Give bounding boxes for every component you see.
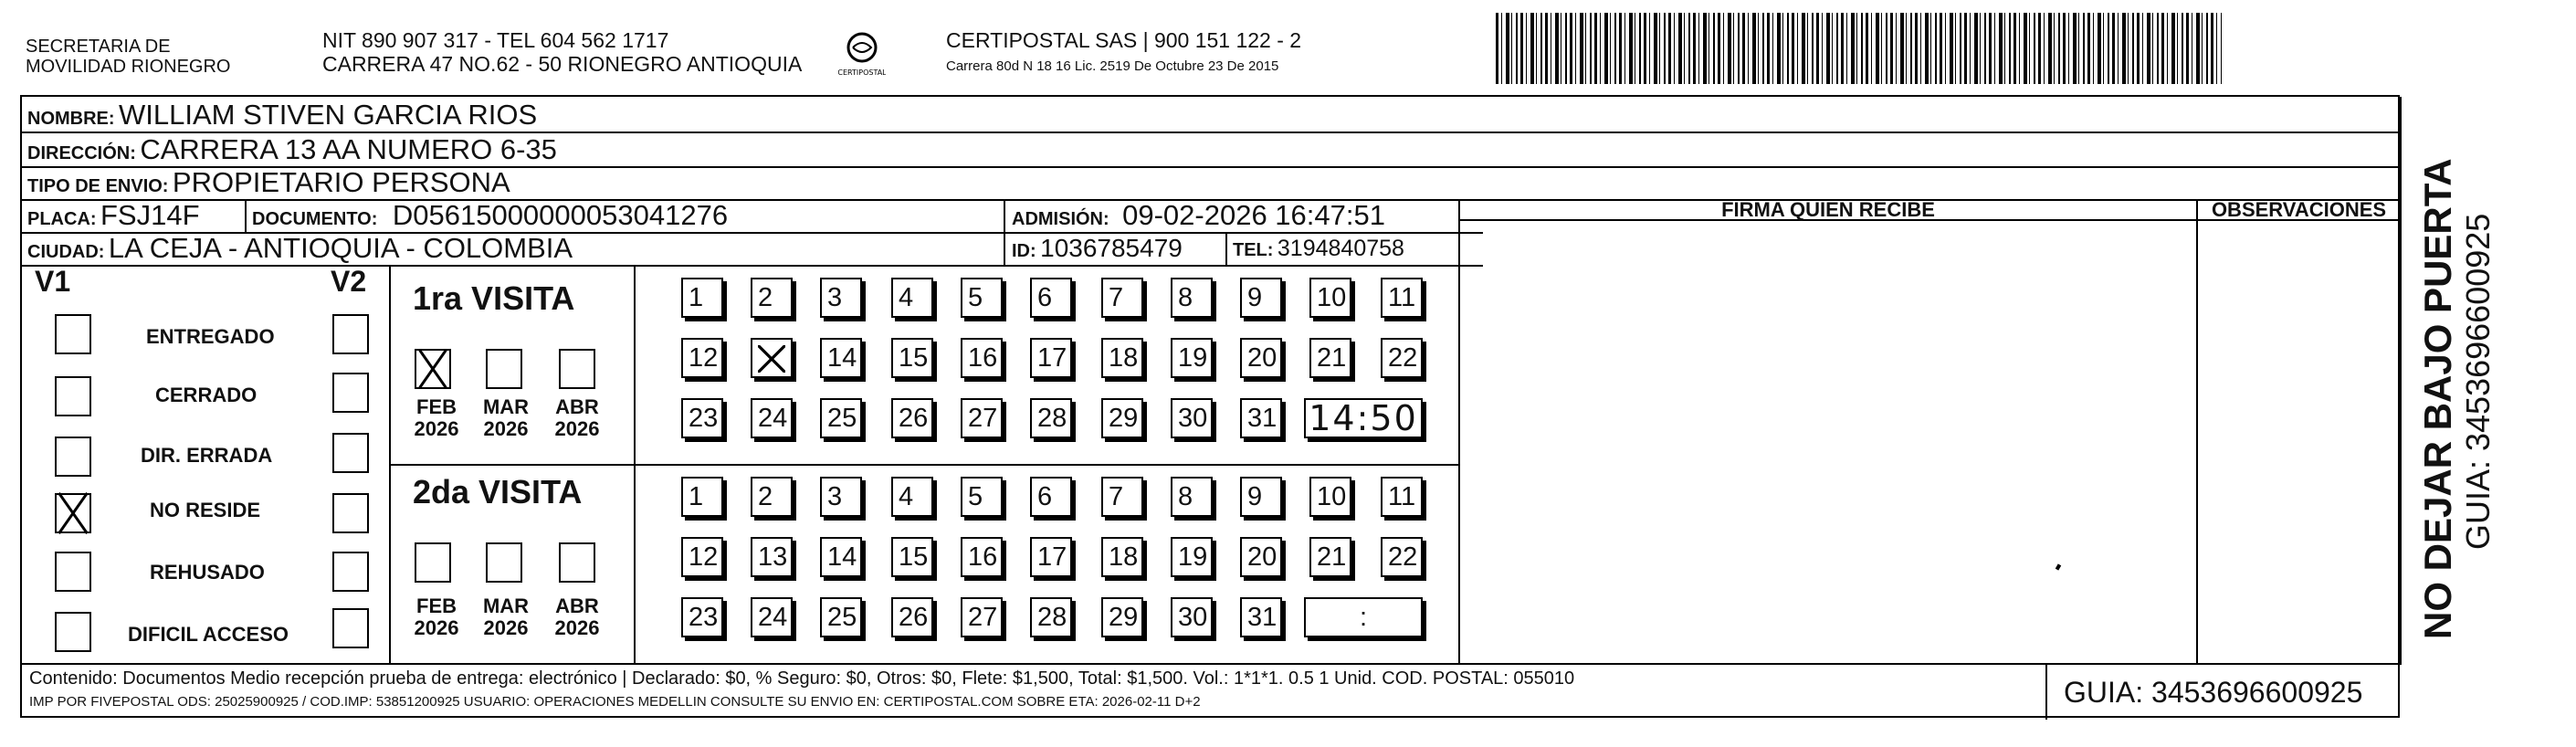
visit1-title: 1ra VISITA xyxy=(413,279,575,317)
visit1-day-20[interactable] xyxy=(1240,338,1282,378)
visit1-day-23[interactable] xyxy=(681,398,723,438)
visit1-day-18-label: 18 xyxy=(1109,343,1139,373)
visit2-day-7-label: 7 xyxy=(1109,482,1124,511)
visit1-day-19[interactable] xyxy=(1171,338,1213,378)
v2-rehusado-checkbox[interactable] xyxy=(332,552,369,592)
v2-no-reside-checkbox[interactable] xyxy=(332,493,369,533)
placa-value: FSJ14F xyxy=(100,199,200,231)
visit2-day-4-label: 4 xyxy=(899,482,914,511)
visit1-day-13[interactable] xyxy=(751,338,793,378)
visit2-month-abr-label: ABR 2026 xyxy=(554,594,600,639)
visit1-day-28-label: 28 xyxy=(1037,404,1067,433)
visit2-day-21[interactable] xyxy=(1309,537,1351,577)
visit1-day-10-label: 10 xyxy=(1317,283,1347,312)
nit-line: NIT 890 907 317 - TEL 604 562 1717 xyxy=(322,28,669,52)
visit1-day-10[interactable] xyxy=(1309,278,1351,318)
imp-line: IMP POR FIVEPOSTAL ODS: 25025900925 / COD.IMP: 53851200925 USUARIO: OPERACIONES MEDELLIN CONSULTE SU ENVIO EN: CERTIPOSTAL.COM SOBRE ETA: 2026-02-11 D+2 xyxy=(29,694,1201,710)
visit1-time-box[interactable] xyxy=(1304,398,1423,438)
certipostal-logo xyxy=(838,31,886,80)
contenido-line: Contenido: Documentos Medio recepción prueba de entrega: electrónico | Declarado: $0, % Seguro: $0, Otros: $0, Flete: $1,500, Total: $1,500. Vol.: 1*1*1. 0.5 1 Unid. COD. POSTAL: 055010 xyxy=(29,668,1575,689)
visit1-day-16-label: 16 xyxy=(968,343,998,373)
tipo-label: TIPO DE ENVIO: xyxy=(27,176,169,196)
ciudad-label: CIUDAD: xyxy=(27,242,105,262)
option-cerrado: CERRADO xyxy=(155,384,258,406)
visit1-day-3[interactable] xyxy=(820,278,862,318)
visit1-day-31-label: 31 xyxy=(1247,404,1277,433)
id-field xyxy=(1012,232,1183,269)
no-dejar-warning: NO DEJAR BAJO PUERTA xyxy=(2416,158,2459,639)
carrier-line2: Carrera 80d N 18 16 Lic. 2519 De Octubre 23 De 2015 xyxy=(946,58,1279,74)
visit2-day-24[interactable] xyxy=(751,597,793,637)
visit1-time-value: 14:50 xyxy=(1309,398,1418,438)
visit2-month-mar-label: MAR 2026 xyxy=(482,594,530,639)
visit2-day-19[interactable] xyxy=(1171,537,1213,577)
visit1-month-abr-label: ABR 2026 xyxy=(554,395,600,440)
visit2-day-27-label: 27 xyxy=(968,603,998,632)
visit2-day-11[interactable] xyxy=(1381,477,1423,517)
visit2-month-feb-label: FEB 2026 xyxy=(414,594,459,639)
visit1-month-abr-box[interactable] xyxy=(559,349,595,389)
option-entregado: ENTREGADO xyxy=(146,325,275,348)
visit1-day-16[interactable] xyxy=(961,338,1003,378)
visit1-day-8[interactable] xyxy=(1171,278,1213,318)
visit2-day-29-label: 29 xyxy=(1109,603,1139,632)
visit2-day-14-label: 14 xyxy=(827,542,857,572)
visit2-day-23-label: 23 xyxy=(689,603,719,632)
visit2-day-11-label: 11 xyxy=(1388,482,1416,511)
visit1-day-2[interactable] xyxy=(751,278,793,318)
visit1-day-6-label: 6 xyxy=(1037,283,1053,312)
visit2-day-2[interactable] xyxy=(751,477,793,517)
visit1-day-29[interactable] xyxy=(1101,398,1143,438)
visit1-day-28[interactable] xyxy=(1030,398,1072,438)
visit2-day-24-label: 24 xyxy=(758,603,788,632)
visit1-day-18[interactable] xyxy=(1101,338,1143,378)
visit2-day-25[interactable] xyxy=(820,597,862,637)
visit2-day-28-label: 28 xyxy=(1037,603,1067,632)
direccion-value: CARRERA 13 AA NUMERO 6-35 xyxy=(140,133,557,165)
visit1-day-5[interactable] xyxy=(961,278,1003,318)
visit2-day-3[interactable] xyxy=(820,477,862,517)
visit2-day-26[interactable] xyxy=(891,597,933,637)
visit1-month-feb-label: FEB 2026 xyxy=(414,395,459,440)
v2-dir-errada-checkbox[interactable] xyxy=(332,433,369,473)
v1-cerrado-checkbox[interactable] xyxy=(55,376,91,416)
visit1-day-26-label: 26 xyxy=(899,404,929,433)
visit2-day-14[interactable] xyxy=(820,537,862,577)
visit1-day-7[interactable] xyxy=(1101,278,1143,318)
visit2-day-30-label: 30 xyxy=(1178,603,1208,632)
admision-value: 09-02-2026 16:47:51 xyxy=(1122,199,1385,231)
visit2-day-19-label: 19 xyxy=(1178,542,1208,572)
option-no-reside: NO RESIDE xyxy=(150,499,261,521)
visit2-day-6[interactable] xyxy=(1030,477,1072,517)
visit1-day-14-label: 14 xyxy=(827,343,857,373)
visit2-day-23[interactable] xyxy=(681,597,723,637)
visit1-day-24[interactable] xyxy=(751,398,793,438)
visit2-day-9[interactable] xyxy=(1240,477,1282,517)
nombre-field xyxy=(27,99,537,137)
visit2-time-box[interactable] xyxy=(1304,597,1423,637)
option-dificil-acceso: DIFICIL ACCESO xyxy=(128,623,289,646)
visit2-day-7[interactable] xyxy=(1101,477,1143,517)
ciudad-field xyxy=(27,232,573,270)
visit2-month-mar-box[interactable] xyxy=(486,542,522,583)
carrier-line1: CERTIPOSTAL SAS | 900 151 122 - 2 xyxy=(946,28,1302,52)
visit2-day-18[interactable] xyxy=(1101,537,1143,577)
v2-dificil-acceso-checkbox[interactable] xyxy=(332,608,369,648)
visit1-day-22[interactable] xyxy=(1381,338,1423,378)
visit1-day-11-label: 11 xyxy=(1388,283,1416,312)
visit1-day-29-label: 29 xyxy=(1109,404,1139,433)
visit2-day-9-label: 9 xyxy=(1247,482,1263,511)
visit2-day-22-label: 22 xyxy=(1388,542,1418,572)
tipo-value: PROPIETARIO PERSONA xyxy=(172,166,510,198)
visit2-day-22[interactable] xyxy=(1381,537,1423,577)
documento-value: D05615000000053041276 xyxy=(392,199,729,231)
visit1-day-17-label: 17 xyxy=(1037,343,1067,373)
barcode xyxy=(1496,13,2222,84)
visit1-day-4-label: 4 xyxy=(899,283,914,312)
svg-text:CERTIPOSTAL: CERTIPOSTAL xyxy=(838,68,886,77)
visit1-day-25[interactable] xyxy=(820,398,862,438)
side-guia: GUIA: 3453696600925 xyxy=(2459,213,2497,550)
visit2-title: 2da VISITA xyxy=(413,473,583,510)
visit2-day-17[interactable] xyxy=(1030,537,1072,577)
visit2-day-31[interactable] xyxy=(1240,597,1282,637)
visit1-day-9-label: 9 xyxy=(1247,283,1263,312)
v1-entregado-checkbox[interactable] xyxy=(55,314,91,354)
visit2-day-10[interactable] xyxy=(1309,477,1351,517)
visit1-day-4[interactable] xyxy=(891,278,933,318)
visit2-day-16[interactable] xyxy=(961,537,1003,577)
visit2-day-18-label: 18 xyxy=(1109,542,1139,572)
nombre-label: NOMBRE: xyxy=(27,109,115,129)
id-value: 1036785479 xyxy=(1040,234,1183,262)
visit1-day-12-label: 12 xyxy=(689,343,719,373)
visit1-day-9[interactable] xyxy=(1240,278,1282,318)
visit1-day-20-label: 20 xyxy=(1247,343,1277,373)
visit1-day-30[interactable] xyxy=(1171,398,1213,438)
option-rehusado: REHUSADO xyxy=(150,561,265,584)
option-dir-errada: DIR. ERRADA xyxy=(141,444,273,467)
visit2-day-12-label: 12 xyxy=(689,542,719,572)
visit2-day-13-label: 13 xyxy=(758,542,788,572)
visit2-day-25-label: 25 xyxy=(827,603,857,632)
visit1-day-5-label: 5 xyxy=(968,283,983,312)
visit1-day-2-label: 2 xyxy=(758,283,773,312)
v2-cerrado-checkbox[interactable] xyxy=(332,373,369,413)
org-name-line2: MOVILIDAD RIONEGRO xyxy=(26,57,231,77)
visit1-day-11[interactable] xyxy=(1381,278,1423,318)
visit1-day-7-label: 7 xyxy=(1109,283,1124,312)
visit2-day-3-label: 3 xyxy=(827,482,843,511)
visit1-day-23-label: 23 xyxy=(689,404,719,433)
visit2-day-4[interactable] xyxy=(891,477,933,517)
footer-guia: GUIA: 3453696600925 xyxy=(2064,676,2363,709)
visit2-day-6-label: 6 xyxy=(1037,482,1053,511)
v1-header: V1 xyxy=(35,265,71,298)
id-label: ID: xyxy=(1012,241,1036,261)
visit2-day-17-label: 17 xyxy=(1037,542,1067,572)
visit1-day-24-label: 24 xyxy=(758,404,788,433)
visit2-day-5-label: 5 xyxy=(968,482,983,511)
visit2-day-30[interactable] xyxy=(1171,597,1213,637)
visit2-day-27[interactable] xyxy=(961,597,1003,637)
visit1-day-15[interactable] xyxy=(891,338,933,378)
firma-header: FIRMA QUIEN RECIBE xyxy=(1721,198,1935,221)
visit1-day-21[interactable] xyxy=(1309,338,1351,378)
visit1-day-26[interactable] xyxy=(891,398,933,438)
visit2-day-15[interactable] xyxy=(891,537,933,577)
nombre-value: WILLIAM STIVEN GARCIA RIOS xyxy=(119,99,538,131)
v1-no-reside-checkbox[interactable] xyxy=(55,493,91,533)
visit1-day-30-label: 30 xyxy=(1178,404,1208,433)
visit2-day-20[interactable] xyxy=(1240,537,1282,577)
v1-rehusado-checkbox[interactable] xyxy=(55,552,91,592)
observaciones-header: OBSERVACIONES xyxy=(2211,198,2387,221)
tel-value: 3194840758 xyxy=(1277,236,1404,261)
visit2-month-feb-box[interactable] xyxy=(415,542,451,583)
visit2-time-value: : xyxy=(1359,603,1368,632)
observaciones-area[interactable] xyxy=(2199,221,2398,661)
visit2-day-8-label: 8 xyxy=(1178,482,1193,511)
visit2-day-10-label: 10 xyxy=(1317,482,1347,511)
visit1-day-27[interactable] xyxy=(961,398,1003,438)
visit1-month-mar-box[interactable] xyxy=(486,349,522,389)
visit2-day-2-label: 2 xyxy=(758,482,773,511)
visit1-day-6[interactable] xyxy=(1030,278,1072,318)
visit2-day-1[interactable] xyxy=(681,477,723,517)
v1-dificil-acceso-checkbox[interactable] xyxy=(55,612,91,652)
visit2-day-21-label: 21 xyxy=(1317,542,1347,572)
visit1-day-8-label: 8 xyxy=(1178,283,1193,312)
visit2-month-abr-box[interactable] xyxy=(559,542,595,583)
tel-label: TEL: xyxy=(1233,240,1274,260)
direccion-label: DIRECCIÓN: xyxy=(27,143,136,163)
documento-label: DOCUMENTO: xyxy=(252,209,378,229)
admision-label: ADMISIÓN: xyxy=(1012,209,1109,229)
visit1-day-1-label: 1 xyxy=(689,283,704,312)
visit1-day-19-label: 19 xyxy=(1178,343,1208,373)
visit1-day-1[interactable] xyxy=(681,278,723,318)
visit2-day-31-label: 31 xyxy=(1247,603,1277,632)
placa-label: PLACA: xyxy=(27,209,97,229)
delivery-form xyxy=(20,95,2400,718)
visit2-day-20-label: 20 xyxy=(1247,542,1277,572)
visit2-day-8[interactable] xyxy=(1171,477,1213,517)
visit2-day-15-label: 15 xyxy=(899,542,929,572)
visit2-day-5[interactable] xyxy=(961,477,1003,517)
v2-entregado-checkbox[interactable] xyxy=(332,314,369,354)
visit2-day-28[interactable] xyxy=(1030,597,1072,637)
visit2-day-13[interactable] xyxy=(751,537,793,577)
visit1-day-25-label: 25 xyxy=(827,404,857,433)
visit1-month-mar-label: MAR 2026 xyxy=(482,395,530,440)
visit1-day-31[interactable] xyxy=(1240,398,1282,438)
address-line: CARRERA 47 NO.62 - 50 RIONEGRO ANTIOQUIA xyxy=(322,52,803,76)
visit1-day-14[interactable] xyxy=(820,338,862,378)
v2-header: V2 xyxy=(331,265,367,298)
org-name-line1: SECRETARIA DE xyxy=(26,37,171,57)
visit2-day-29[interactable] xyxy=(1101,597,1143,637)
visit1-day-3-label: 3 xyxy=(827,283,843,312)
visit1-month-feb-box[interactable] xyxy=(415,349,451,389)
visit2-day-12[interactable] xyxy=(681,537,723,577)
visit1-day-21-label: 21 xyxy=(1317,343,1347,373)
firma-area[interactable] xyxy=(1461,221,2195,661)
visit2-day-1-label: 1 xyxy=(689,482,704,511)
visit2-day-26-label: 26 xyxy=(899,603,929,632)
logo-icon xyxy=(838,31,886,80)
visit2-day-16-label: 16 xyxy=(968,542,998,572)
visit1-day-15-label: 15 xyxy=(899,343,929,373)
visit1-day-22-label: 22 xyxy=(1388,343,1418,373)
v1-dir-errada-checkbox[interactable] xyxy=(55,437,91,477)
ciudad-value: LA CEJA - ANTIOQUIA - COLOMBIA xyxy=(108,232,573,264)
tel-field xyxy=(1233,232,1404,268)
visit1-day-27-label: 27 xyxy=(968,404,998,433)
visit1-day-12[interactable] xyxy=(681,338,723,378)
visit1-day-17[interactable] xyxy=(1030,338,1072,378)
